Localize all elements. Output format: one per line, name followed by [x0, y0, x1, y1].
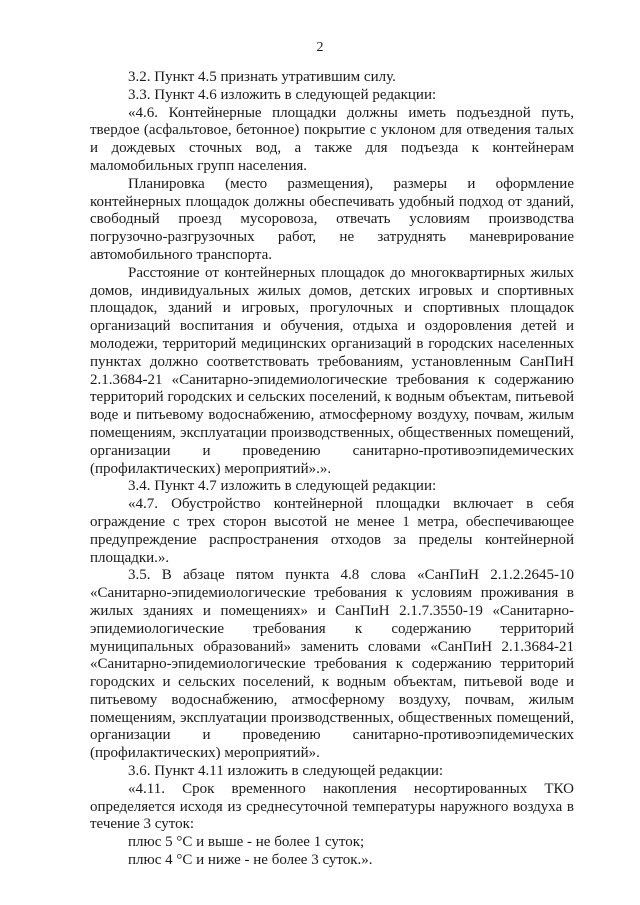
- paragraph-4-7-text: «4.7. Обустройство контейнерной площадки включает в себя ограждение с трех сторон высотой не менее 1 метра, обеспечивающее предупреждение распространения отходов за пределы контейнерной площадки.».: [90, 496, 574, 566]
- paragraph-3-3: 3.3. Пункт 4.6 изложить в следующей редакции:: [128, 86, 437, 103]
- paragraph-3-4: 3.4. Пункт 4.7 изложить в следующей редакции:: [128, 478, 437, 495]
- paragraph-4-6-text: «4.6. Контейнерные площадки должны иметь подъездной путь, твердое (асфальтовое, бетонное) покрытие с уклоном для отведения талых и дождевых сточных вод, а также для подъезда к контейнерам маломобильных групп населения.: [90, 104, 574, 174]
- paragraph-3-6: 3.6. Пункт 4.11 изложить в следующей редакции:: [128, 763, 444, 780]
- page-number: 2: [316, 40, 324, 55]
- paragraph-3-5: 3.5. В абзаце пятом пункта 4.8 слова «СанПиН 2.1.2.2645-10 «Санитарно-эпидемиологические требования к условиям проживания в жилых зданиях и помещениях» и СанПиН 2.1.7.3550-19 «Санитарно-эпидемиологические требования к содержанию территорий муниципальных образований» заменить словами «СанПиН 2.1.3684-21 «Санитарно-эпидемиологические требования к содержанию территорий городских и сельских поселений, к водным объектам, питьевой воде и питьевому водоснабжению, атмосферному воздуху, почвам, жилым помещениям, эксплуатации производственных, общественных помещений, организации и проведению санитарно-противоэпидемических (профилактических) мероприятий».: [90, 567, 574, 762]
- paragraph-layout: Планировка (место размещения), размеры и оформление контейнерных площадок должны обеспечивать удобный подход от зданий, свободный проезд мусоровоза, отвечать условиям производства погрузочно-разгрузочных работ, не затруднять маневрирование автомобильного транспорта.: [90, 175, 574, 263]
- temperature-plus-4: плюс 4 °С и ниже - не более 3 суток.».: [128, 852, 373, 869]
- document-body: [90, 69, 574, 870]
- paragraph-4-11-text: «4.11. Срок временного накопления несортированных ТКО определяется исходя из среднесуточной температуры наружного воздуха в течение 3 суток:: [90, 780, 574, 833]
- temperature-plus-5: плюс 5 °С и выше - не более 1 суток;: [128, 834, 365, 851]
- paragraph-3-2: 3.2. Пункт 4.5 признать утратившим силу.: [128, 69, 396, 85]
- paragraph-distance: Расстояние от контейнерных площадок до многоквартирных жилых домов, индивидуальных жилых домов, детских игровых и спортивных площадок, зданий и игровых, прогулочных и спортивных площадок организаций воспитания и обучения, отдыха и оздоровления детей и молодежи, территорий медицинских организаций в городских населенных пунктах должно соответствовать требованиям, установленным СанПиН 2.1.3684-21 «Санитарно-эпидемиологические требования к содержанию территорий городских и сельских поселений, к водным объектам, питьевой воде и питьевому водоснабжению, атмосферному воздуху, почвам, жилым помещениям, эксплуатации производственных, общественных помещений, организации и проведению санитарно-противоэпидемических (профилактических) мероприятий».».: [90, 264, 574, 477]
